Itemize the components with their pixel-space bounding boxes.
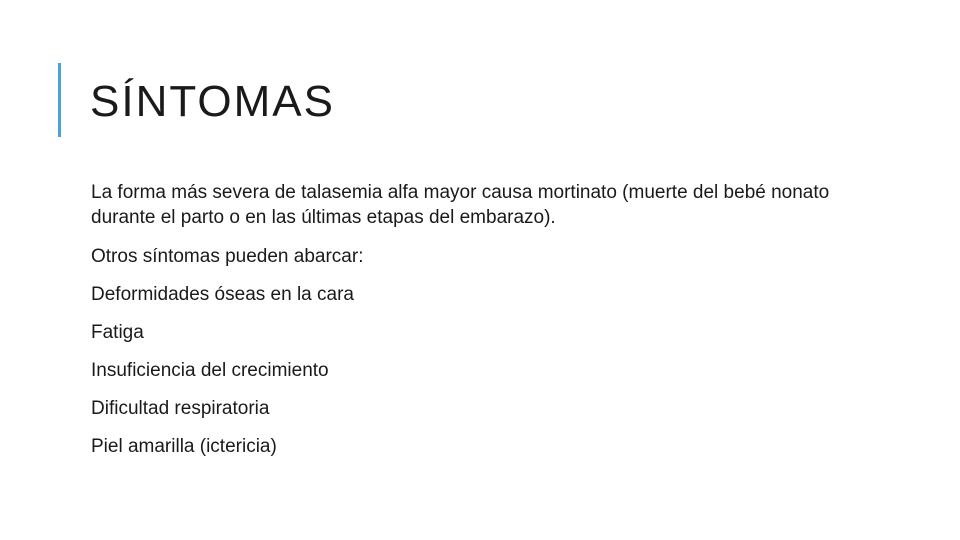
symptoms-intro: Otros síntomas pueden abarcar: — [91, 246, 364, 267]
slide-title: SÍNTOMAS — [90, 77, 336, 126]
symptom-item: Deformidades óseas en la cara — [91, 284, 354, 305]
symptom-item: Insuficiencia del crecimiento — [91, 360, 329, 381]
intro-paragraph: La forma más severa de talasemia alfa mayor causa mortinato (muerte del bebé nonato durante el parto o en las últimas etapas del embarazo). — [91, 182, 830, 228]
slide-body — [91, 180, 891, 472]
title-accent-bar — [58, 63, 61, 137]
symptom-item: Fatiga — [91, 322, 144, 343]
symptom-item: Piel amarilla (ictericia) — [91, 436, 277, 457]
symptom-item: Dificultad respiratoria — [91, 398, 270, 419]
